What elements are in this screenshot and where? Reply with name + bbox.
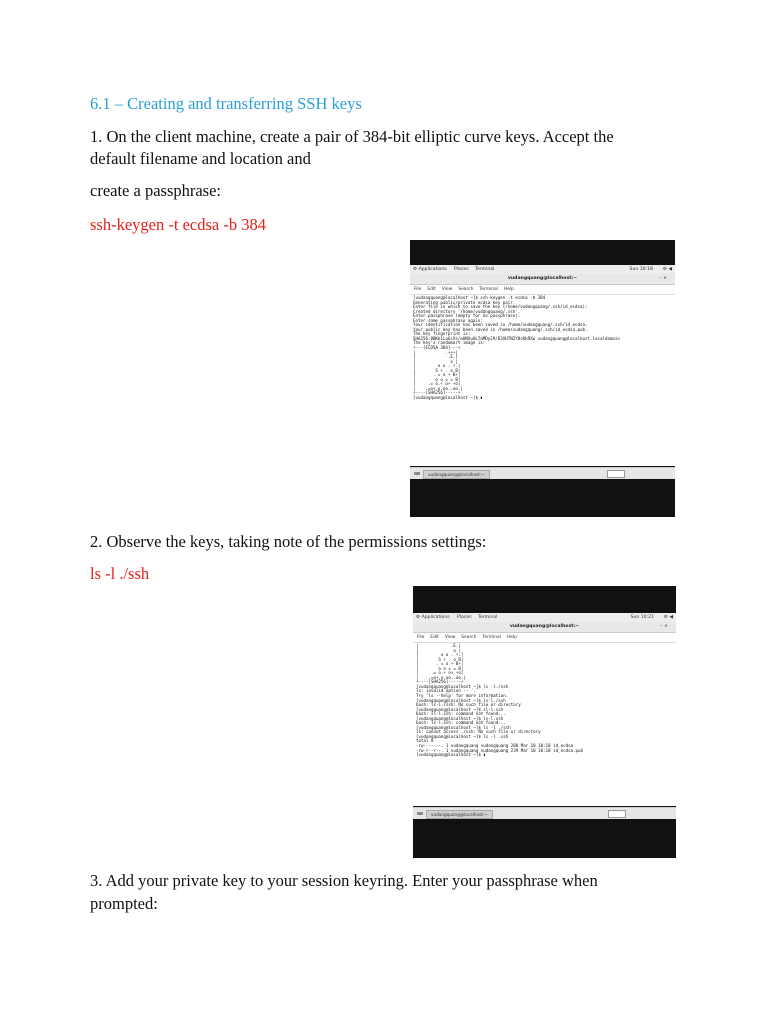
terminal-screenshot-1 [410, 240, 675, 517]
terminal-line: -rw-r--r--. 1 vudangquang vudangquang 239 Mar 10 10:18 id_ecdsa.pub [416, 747, 584, 753]
menu-item-view: View [444, 635, 456, 640]
menu-item-search: Search [458, 287, 474, 292]
menu-item-file: File [417, 635, 425, 640]
gnome-top-bar [410, 265, 675, 274]
menu-item-search: Search [461, 635, 477, 640]
terminal-line: +----[SHA256]-----+ [416, 679, 464, 685]
terminal-line: ls: cannot access ./ssh: No such file or directory [416, 729, 541, 735]
terminal-line: +---[ECDSA 384]---+ [413, 345, 461, 351]
terminal-menubar [413, 633, 676, 643]
terminal-line: [vudangquang@localhost ~]$ ls -l ./ssh [416, 724, 511, 730]
menu-item-edit: Edit [427, 287, 436, 292]
places-menu: Places [457, 615, 472, 620]
terminal-line: | . = o + B+| [416, 661, 464, 667]
step3-text-line2: prompted: [90, 894, 158, 913]
terminal-line: bash: sl-l.ssh: command not found... [416, 711, 506, 717]
gnome-top-bar [413, 613, 676, 622]
system-tray-icons: ⚙ ◀ [663, 615, 673, 620]
terminal-line: The key fingerprint is: [413, 331, 471, 337]
step1-text-line2: default filename and location and [90, 149, 311, 168]
terminal-icon: ⌨ [417, 811, 424, 816]
terminal-line: +----[SHA256]-----+ [413, 390, 461, 396]
terminal-line: | o o . +.| [413, 363, 461, 369]
applications-menu: ⚙ Applications [413, 267, 447, 272]
clock: Sun 10:18 [629, 267, 653, 272]
menu-item-terminal: Terminal [479, 287, 498, 292]
terminal-line: [vudangquang@localhost ~]$ ▮ [416, 752, 486, 758]
terminal-line: [vudangquang@localhost ~]$ sl-l.ssh [416, 706, 504, 712]
workspace-indicator [608, 810, 626, 818]
terminal-titlebar: vudangquang@localhost:~ – × [410, 274, 675, 285]
terminal-line: [vudangquang@localhost ~]$ ls-l.ssh [416, 715, 504, 721]
terminal-line: [vudangquang@localhost ~]$ ssh-keygen -t ecdsa -b 384 [413, 295, 546, 300]
terminal-line: | .E.| [416, 643, 461, 648]
step2-command: ls -l ./ssh [90, 564, 150, 583]
step1-text-line1: 1. On the client machine, create a pair of 384-bit elliptic curve keys. Accept the [90, 127, 614, 146]
step3-text-line1: 3. Add your private key to your session keyring. Enter your passphrase when [90, 871, 598, 890]
terminal-line: Your identification has been saved in /home/vudangquang/.ssh/id_ecdsa. [413, 322, 588, 328]
section-heading: 6.1 – Creating and transferring SSH keys [90, 94, 362, 113]
terminal-line: ls: invalid option -- '.' [416, 688, 479, 694]
applications-menu: ⚙ Applications [416, 615, 450, 620]
step1-text-line3: create a passphrase: [90, 181, 222, 200]
terminal-line: Enter same passphrase again: [413, 317, 483, 323]
terminal-line: Try 'ls --help' for more information. [416, 693, 509, 699]
menu-item-view: View [441, 287, 453, 292]
terminal-line: Your public key has been saved in /home/vudangquang/.ssh/id_ecdsa.pub. [413, 326, 588, 332]
terminal-line: | o | [413, 358, 458, 364]
terminal-line: | .=o+.o.oo..oo.| [413, 385, 463, 391]
places-menu: Places [454, 267, 469, 272]
menu-item-help: Help [506, 635, 517, 640]
taskbar-window-button: vudangquang@localhost:~ [423, 470, 490, 479]
terminal-line: [vudangquang@localhost ~]$ ▮ [413, 395, 483, 401]
taskbar-window-button: vudangquang@localhost:~ [426, 810, 493, 819]
terminal-line: bash: ls-l.ssh: command not found... [416, 720, 506, 726]
terminal-line: | o o = = B| [416, 665, 464, 671]
terminal-line: total 8 [416, 738, 434, 744]
terminal-menu: Terminal [475, 267, 495, 272]
terminal-window-1 [410, 274, 675, 466]
terminal-line: | .E.| [413, 354, 458, 360]
menu-item-edit: Edit [430, 635, 439, 640]
terminal-line: Enter file in which to save the key (/home/vudangquang/.ssh/id_ecdsa): [413, 304, 588, 310]
terminal-line: | S + . o B| [416, 656, 464, 662]
terminal-line: | .= o.+ o+ +o| [416, 670, 464, 676]
terminal-line: Generating public/private ecdsa key pair. [413, 299, 516, 305]
terminal-line: | S + . o B| [413, 367, 461, 373]
terminal-line: [vudangquang@localhost ~]$ ls-l./ssh [416, 697, 506, 703]
menu-item-file: File [414, 287, 422, 292]
step1-command: ssh-keygen -t ecdsa -b 384 [90, 215, 266, 234]
terminal-line: | . = o + B+| [413, 372, 461, 378]
window-controls: – × [659, 276, 667, 281]
terminal-icon: ⌨ [414, 471, 421, 476]
terminal-menu: Terminal [478, 615, 498, 620]
terminal-line: bash: ls-l./ssh: No such file or directory [416, 702, 521, 708]
terminal-line: [vudangquang@localhost ~]$ ls -l .ssh [416, 733, 509, 739]
terminal-output [413, 643, 676, 759]
bottom-taskbar [410, 467, 675, 479]
terminal-line: [vudangquang@localhost ~]$ ls -l./ssh [416, 683, 509, 689]
terminal-line: | .+++| [413, 349, 458, 355]
terminal-line: | o | [416, 647, 461, 653]
menu-item-help: Help [503, 287, 514, 292]
terminal-window-2 [413, 622, 676, 806]
terminal-line: SHA256:8BKb1LaGcXs/eHNXuUL7aMDy29/D3XH7N2Y8cKkRXw vudangquang@localhost.localdomain [413, 335, 620, 341]
workspace-indicator [607, 470, 625, 478]
system-tray-icons: ⚙ ◀ [662, 267, 672, 272]
window-controls: – × [660, 624, 668, 629]
terminal-line: | .=o+.o.oo..oo.| [416, 674, 466, 680]
terminal-line: The key's randomart image is: [413, 340, 486, 346]
terminal-menubar [410, 285, 675, 295]
terminal-line: -rw-------. 1 vudangquang vudangquang 288 Mar 10 10:18 id_ecdsa [416, 743, 574, 749]
menu-item-terminal: Terminal [482, 635, 501, 640]
terminal-line: Enter passphrase (empty for no passphrase): [413, 313, 521, 319]
terminal-line: | o o . +.| [416, 652, 464, 658]
clock: Sun 10:21 [630, 615, 654, 620]
terminal-line: | .= o.+ o+ +o| [413, 381, 461, 387]
terminal-screenshot-2 [413, 586, 676, 858]
bottom-taskbar [413, 807, 676, 819]
step2-text: 2. Observe the keys, taking note of the permissions settings: [90, 532, 487, 551]
terminal-titlebar: vudangquang@localhost:~ – × [413, 622, 676, 633]
terminal-line: | o o = = B| [413, 376, 461, 382]
terminal-line: Created directory '/home/vudangquang/.ssh'. [413, 308, 521, 314]
terminal-output [410, 295, 675, 402]
